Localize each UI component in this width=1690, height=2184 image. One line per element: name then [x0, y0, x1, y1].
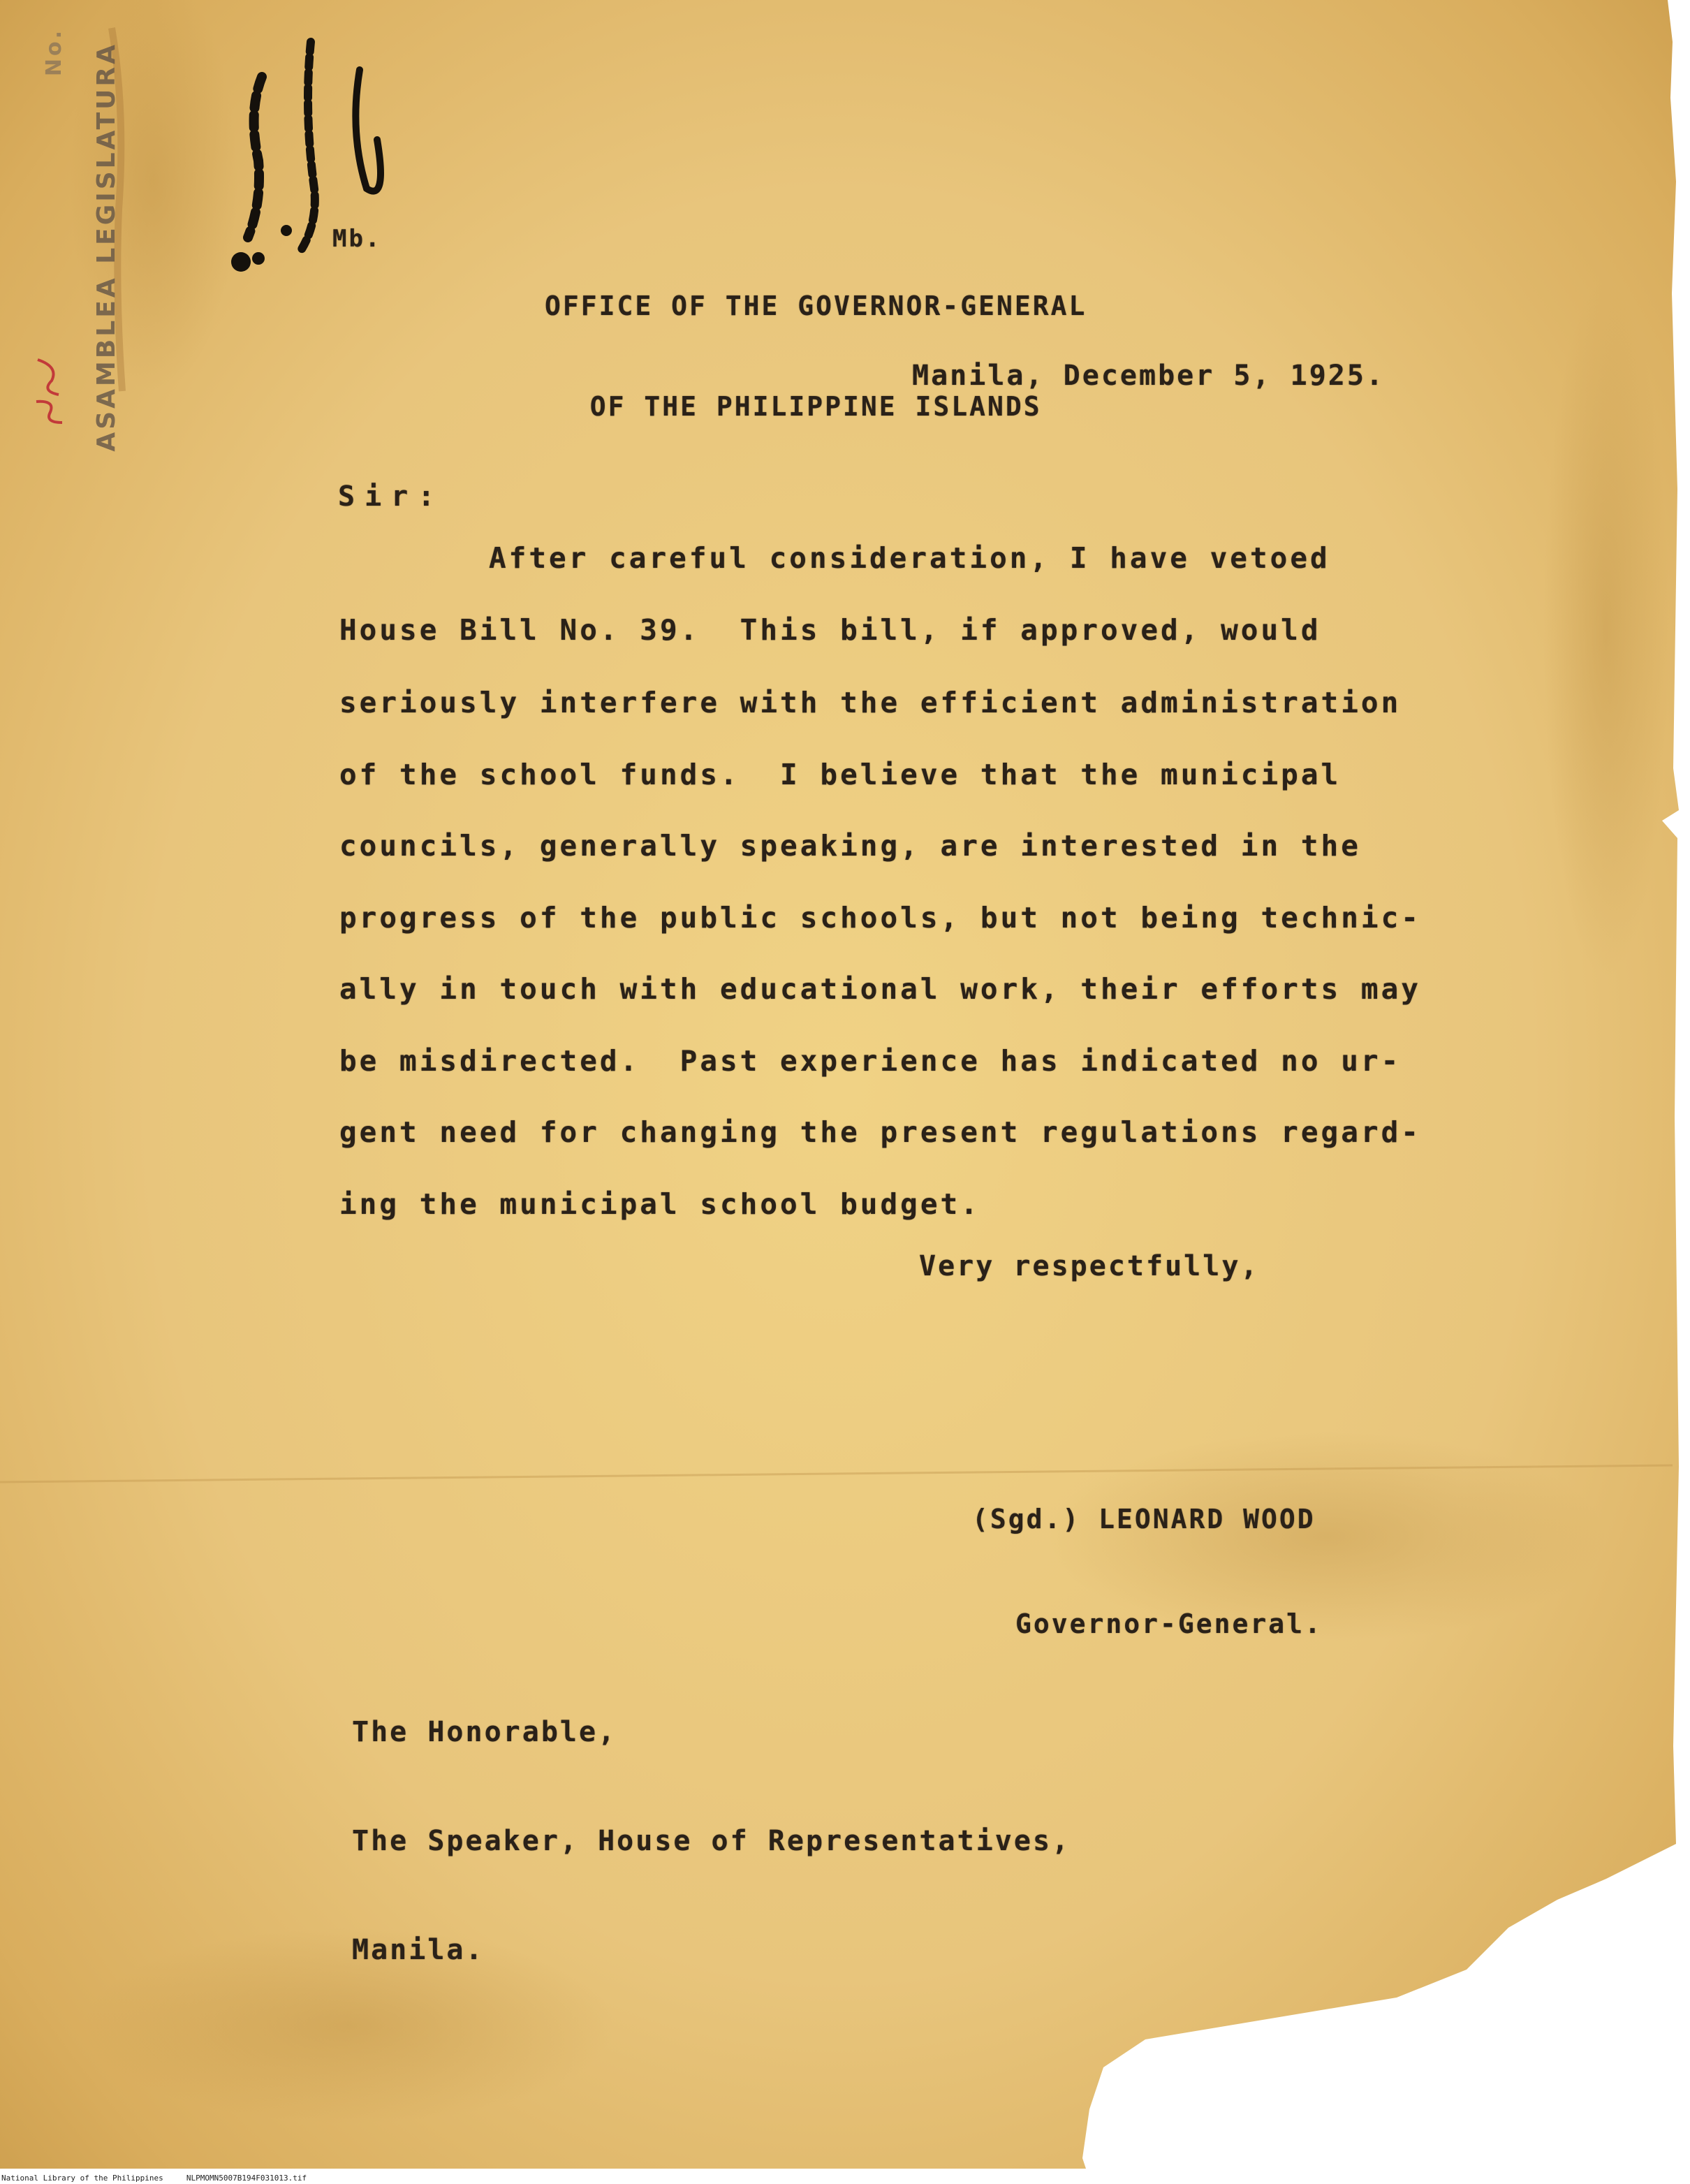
- body-line: of the school funds. I believe that the municipal: [339, 758, 1342, 791]
- body-line: be misdirected. Past experience has indicated no ur-: [339, 1044, 1402, 1078]
- body-line: ally in touch with educational work, their efforts may: [339, 972, 1421, 1006]
- address-line: The Honorable,: [352, 1716, 617, 1748]
- signature-title: Governor-General.: [1015, 1608, 1323, 1639]
- handwritten-ink-mark: [220, 28, 402, 293]
- recipient-address: [352, 1641, 1071, 2005]
- red-pencil-mark: [31, 353, 73, 430]
- reference-mark: Mb.: [332, 225, 382, 253]
- address-line: Manila.: [352, 1934, 485, 1966]
- letterhead-line-2: OF THE PHILIPPINE ISLANDS: [589, 391, 1042, 422]
- complimentary-close: Very respectfully,: [919, 1250, 1260, 1282]
- signature-block: [972, 1432, 1323, 1676]
- letterhead: [545, 222, 1087, 457]
- body-line: House Bill No. 39. This bill, if approved, would: [339, 613, 1321, 647]
- address-line: The Speaker, House of Representatives,: [352, 1825, 1071, 1857]
- archive-stamp-number: No.: [42, 28, 66, 77]
- letterhead-line-1: OFFICE OF THE GOVERNOR-GENERAL: [545, 291, 1087, 321]
- archive-stamp: ASAMBLEA LEGISLATURA: [92, 42, 121, 452]
- signature-name: (Sgd.) LEONARD WOOD: [972, 1504, 1316, 1534]
- body-line: After careful consideration, I have vetoed: [489, 541, 1330, 575]
- body-line: ing the municipal school budget.: [339, 1187, 980, 1221]
- body-line: gent need for changing the present regulations regard-: [339, 1115, 1421, 1149]
- body-line: progress of the public schools, but not being technic-: [339, 901, 1421, 935]
- body-line: seriously interfere with the efficient administration: [339, 686, 1402, 719]
- body-line: councils, generally speaking, are interested in the: [339, 829, 1361, 863]
- letter-date: Manila, December 5, 1925.: [912, 360, 1386, 392]
- archive-footer: National Library of the Philippines NLPMOMN5007B194F031013.tif: [1, 2174, 307, 2183]
- salutation: Sir:: [338, 481, 445, 513]
